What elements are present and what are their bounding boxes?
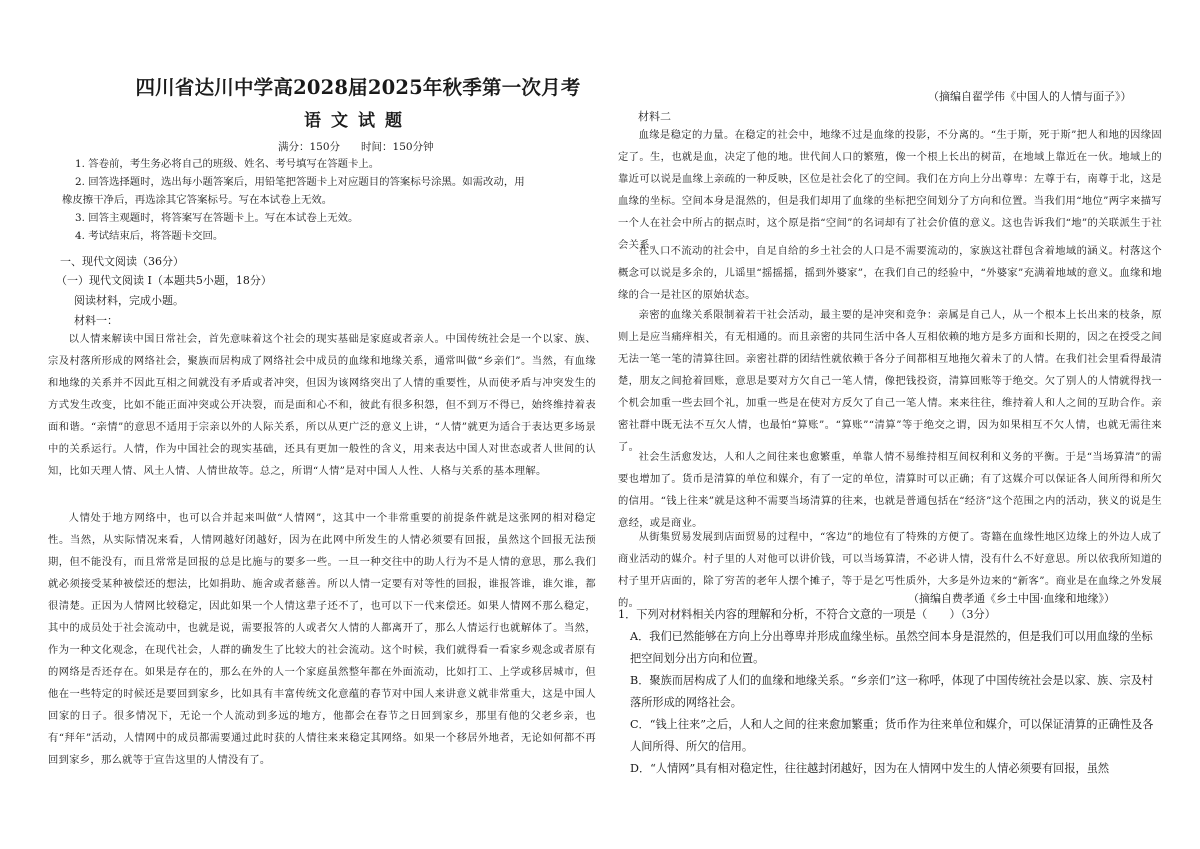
score-line: 满分：150分 时间：150分钟 <box>278 141 434 153</box>
question-1-option-a: A．我们已然能够在方向上分出尊卑并形成血缘坐标。虽然空间本身是混然的，但是我们可以用血缘的坐标把空间划分出方向和位置。 <box>630 630 1153 665</box>
material-2-paragraph-2: 在人口不流动的社会中，自足自给的乡土社会的人口是不需要流动的，家族这社群包含着地域的涵义。村落这个概念可以说是多余的，儿谣里“摇摇摇，摇到外婆家”，在我们自己的经验中，“外婆家”充满着地域的意义。血缘和地缘的合一是社区的原始状态。 <box>618 245 1162 301</box>
question-1 <box>618 604 1162 780</box>
material-2-source: （摘编自费孝通《乡土中国·血缘和地缘》） <box>908 592 1115 605</box>
instruction-1: 1. 答卷前，考生务必将自己的班级、姓名、考号填写在答题卡上。 <box>75 158 380 170</box>
exam-title: 四川省达川中学高2028届2025年秋季第一次月考 <box>135 76 581 99</box>
material-1-label: 材料一： <box>74 314 118 327</box>
question-1-option-d: D．“人情网”具有相对稳定性，往往越封闭越好，因为在人情网中发生的人情必须要有回报，虽然 <box>630 762 1110 775</box>
section-heading: 一、现代文阅读（36分） <box>60 255 184 268</box>
instructions <box>62 155 592 245</box>
material-2-paragraph-1: 血缘是稳定的力量。在稳定的社会中，地缘不过是血缘的投影，不分离的。“生于斯，死于斯”把人和地的因缘固定了。生，也就是血，决定了他的地。世代间人口的繁殖，像一个根上长出的树苗，在地域上靠近在一伙。地域上的靠近可以说是血缘上亲疏的一种反映，区位是社会化了的空间。我们在方向上分出尊卑：左尊于右，南尊于北，这是血缘的坐标。空间本身是混然的，但是我们却用了血缘的坐标把空间划分了方向和位置。当我们用“地位”两字来描写一个人在社会中所占的据点时，这个原是指“空间”的名词却有了社会价值的意义。这也告诉我们“地”的关联派生于社会关系。 <box>618 129 1162 251</box>
instruction-2: 2. 回答选择题时，选出每小题答案后，用铅笔把答题卡上对应题目的答案标号涂黑。如需改动，用 <box>75 176 525 188</box>
instruction-3: 3. 回答主观题时，将答案写在答题卡上。写在本试卷上无效。 <box>75 212 359 224</box>
subsection-heading: （一）现代文阅读 I（本题共5小题，18分） <box>56 274 272 287</box>
material-1-paragraph-1: 以人情来解读中国日常社会，首先意味着这个社会的现实基础是家庭或者亲人。中国传统社会是一个以家、族、宗及村落所形成的网络社会，聚族而居构成了网络社会中成员的血缘和地缘关系，通常叫做“乡亲们”。当然，有血缘和地缘的关系并不因此互相之间就没有矛盾或者冲突，但因为该网络突出了人情的重要性，从而使矛盾与冲突发生的方式发生改变，比如不能正面冲突或公开决裂，而是面和心不和，彼此有很多积怨，但不到万不得已，始终维持着表面和谐。“亲情”的意思不适用于宗亲以外的人际关系，所以从更广泛的意义上讲，“人情”就更为适合于表达更多场景中的关系运行。人情，作为中国社会的现实基础，还具有更加一般性的含义，用来表达中国人对世态或者人世间的认知，比如天理人情、风土人情、人情世故等。总之，所谓“人情”是对中国人人性、人格与关系的基本理解。 <box>48 333 596 477</box>
material-1-source: （摘编自翟学伟《中国人的人情与面子》） <box>928 90 1132 103</box>
question-1-option-b: B．聚族而居构成了人们的血缘和地缘关系。“乡亲们”这一称呼，体现了中国传统社会是以家、族、宗及村落所形成的网络社会。 <box>630 674 1154 709</box>
instruction-4: 4. 考试结束后，将答题卡交回。 <box>75 230 224 242</box>
question-1-option-c: C．“钱上往来”之后，人和人之间的往来愈加繁重；货币作为往来单位和媒介，可以保证清算的正确性及各人间所得、所欠的信用。 <box>630 718 1154 753</box>
material-2-paragraph-4: 社会生活愈发达，人和人之间往来也愈繁重，单靠人情不易维持相互间权利和义务的平衡。于是“当场算清”的需要也增加了。货币是清算的单位和媒介，有了一定的单位，清算时可以正确；有了这媒介可以保证各人间所得和所欠的信用。“钱上往来”就是这种不需要当场清算的往来，也就是普通包括在“经济”这个范围之内的活动，狭义的说是生意经，或是商业。 <box>618 451 1162 529</box>
material-1-paragraph-2: 人情处于地方网络中，也可以合并起来叫做“人情网”，这其中一个非常重要的前提条件就是这张网的相对稳定性。当然，从实际情况来看，人情网越好闭越好，因为在此网中所发生的人情必须要有回报，虽然这个回报无法预期，但不能没有，而且常常是回报的总是比施与的要多一些。一旦一种交往中的助人行为不是人情的意思，那么我们就必须接受某种被偿还的想法，比如捐助、施舍或者慈善。所以人情一定要有对等性的回报，谁报答谁，谁欠谁，都很清楚。正因为人情网比较稳定，因此如果一个人情这辈子还不了，也可以下一代来偿还。如果人情网不那么稳定，其中的成员处于社会流动中，也就是说，需要报答的人或者欠人情的人都离开了，那么人情运行也就解体了。当然，作为一种文化观念，在现代社会，人群的确发生了比较大的社会流动。这个时候，我们就得看一看家乡观念或者原有的网络是否还存在。如果是存在的，那么在外的人一个家庭虽然整年都在外面流动，比如打工、上学或移居城市，但他在一些特定的时候还是要回到家乡，比如具有丰富传统文化意蕴的春节对中国人来讲意义就非常重大，这是中国人回家的日子。很多情况下，无论一个人流动到多远的地方，他都会在春节之日回到家乡，那里有他的父老乡亲，也有“拜年”活动，人情网中的成员都需要通过此时获的人情往来来稳定其网络。如果一个移居外地者，无论如何都不再回到家乡，那么就等于宣告这里的人情没有了。 <box>48 512 596 766</box>
instruction-2-cont: 橡皮擦干净后，再选涂其它答案标号。写在本试卷上无效。 <box>62 194 333 206</box>
exam-subject: 语文试题 <box>304 111 412 131</box>
question-1-stem: 1．下列对材料相关内容的理解和分析，不符合文意的一项是（ ）（3分） <box>618 608 996 621</box>
material-2-paragraph-5: 从街集贸易发展到店面贸易的过程中，“客边”的地位有了特殊的方便了。寄籍在血缘性地区边缘上的外边人成了商业活动的媒介。村子里的人对他可以讲价钱，可以当场算清，不必讲人情，没有什么不好意思。所以依我所知道的村子里开店面的，除了穷苦的老年人摆个摊子，等于是乞丐性质外，大多是外边来的“新客”。商业是在血缘之外发展的。 <box>618 531 1162 609</box>
material-2-label: 材料二 <box>638 110 671 123</box>
reading-prompt: 阅读材料，完成小题。 <box>74 294 184 307</box>
material-2-paragraph-3: 亲密的血缘关系限制着若干社会活动，最主要的是冲突和竞争：亲属是自己人，从一个根本上长出来的枝条，原则上是应当痛痒相关，有无相通的。而且亲密的共同生活中各人互相依赖的地方是多方面和长期的，因之在授受之间无法一笔一笔的清算往回。亲密社群的团结性就依赖于各分子间都相互地拖欠着未了的人情。在我们社会里看得最清楚，朋友之间抢着回账，意思是要对方欠自己一笔人情，像把钱投资，清算回账等于绝交。欠了别人的人情就得找一个机会加重一些去回个礼，加重一些是在使对方反欠了自己一笔人情。来来往往，维持着人和人之间的互助合作。亲密社群中既无法不互欠人情，也最怕“算账”。“算账”“清算”等于绝交之谓，因为如果相互不欠人情，也就无需往来了。 <box>618 309 1162 453</box>
